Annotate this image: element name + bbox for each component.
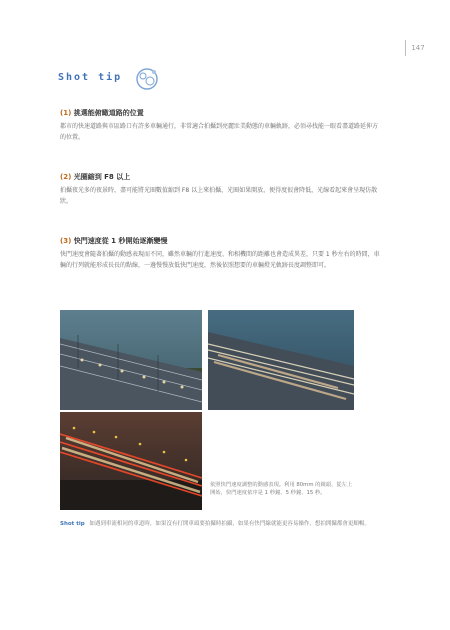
- tip-title-3: 快門速度從 1 秒開始逐漸變慢: [73, 237, 168, 245]
- tip-section-1: [60, 108, 380, 143]
- footnote-tag: Shot tip: [60, 521, 85, 527]
- photo-highway-5s: [208, 310, 354, 410]
- tip-title-1: 挑選能俯瞰道路的位置: [73, 109, 144, 117]
- tip-heading-2: [60, 172, 380, 183]
- shot-tip-label: Shot tip: [58, 72, 123, 83]
- tip-section-3: [60, 236, 380, 271]
- decorative-bubbles-icon: [134, 66, 160, 92]
- photo-caption: 依照快門速度調整的動感表現。利用 80mm 的鏡頭，從左上開始，快門速度依序是 1 秒鐘、5 秒鐘、15 秒。: [210, 482, 353, 496]
- tip-section-2: [60, 172, 380, 207]
- tip-body-1: 都市的快速道路與市區路口有許多車輛通行，非常適合拍攝到亮麗壯美動態的車輛軌跡，必須尋找能一眼看盡道路延伸方的位置。: [60, 123, 379, 141]
- tip-body-2: 拍攝夜光多的夜景時，盡可能將光圈數值縮到 F8 以上來拍攝，光圈如果開放，便得度很會降低，光線看起來會呈現仿散狀。: [60, 187, 378, 205]
- footnote: [60, 520, 380, 529]
- tip-title-2: 光圈縮到 F8 以上: [73, 173, 131, 181]
- tip-heading-3: [60, 236, 380, 247]
- tip-number-3: (3): [60, 237, 72, 245]
- tip-heading-1: [60, 108, 380, 119]
- page-number: 147: [405, 40, 430, 56]
- tip-number-1: (1): [60, 109, 72, 117]
- footnote-text: 如遇到車流相同的車道時，如果沒有打開車頭要拍攝時拍攝，如果有快門線就能更容易操作，想拍開攝都會更順暢。: [89, 521, 370, 527]
- tip-body-3: 快門速度會隨著拍攝的動感表現而不同，雖然車輛的行進速度、和相機間的距離也會造成異差，只要 1 秒左右的時間，車輛的行列就能形成長長的點線，一邊慢慢放低快門速度，然後依照想要的車輛燈光軌跡長度調整即可。: [60, 251, 380, 269]
- tip-number-2: (2): [60, 173, 72, 181]
- photo-highway-15s: [60, 412, 202, 510]
- shot-tip-logo: [58, 66, 158, 92]
- photo-highway-1s: [60, 310, 202, 410]
